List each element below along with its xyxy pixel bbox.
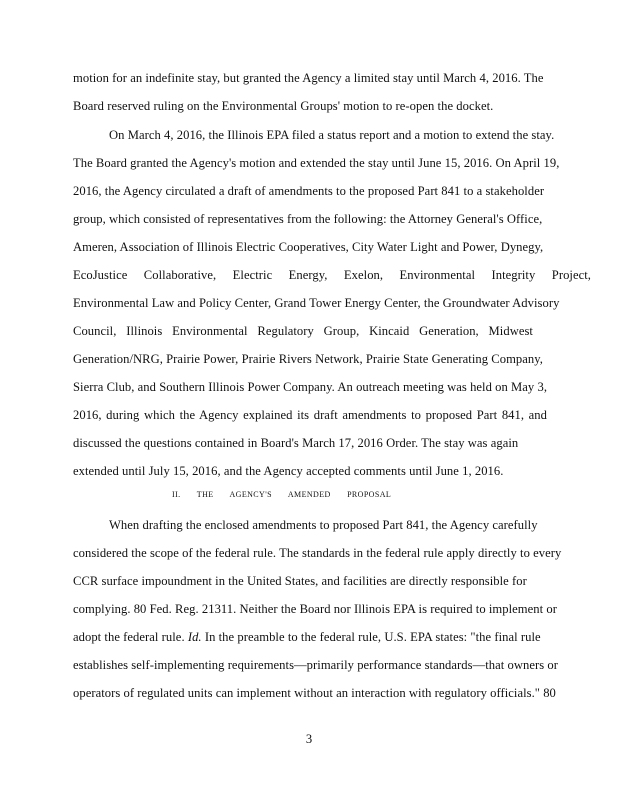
text-line: complying. 80 Fed. Reg. 21311. Neither the Board nor Illinois EPA is required to implement or <box>73 602 557 616</box>
text-line: The Board granted the Agency's motion and extended the stay until June 15, 2016. On April 19, <box>73 156 560 170</box>
text-line: Sierra Club, and Southern Illinois Power Company. An outreach meeting was held on May 3, <box>73 380 548 394</box>
text-line: 2016, during which the Agency explained its draft amendments to proposed Part 841, and <box>73 408 547 422</box>
text-line: extended until July 15, 2016, and the Agency accepted comments until June 1, 2016. <box>73 464 504 478</box>
citation-id: Id. <box>187 630 202 644</box>
text-line: discussed the questions contained in Board's March 17, 2016 Order. The stay was again <box>73 436 519 450</box>
text-line: EcoJustice Collaborative, Electric Energy, Exelon, Environmental Integrity Project, <box>73 268 591 282</box>
page-number: 3 <box>305 732 313 746</box>
text-line: CCR surface impoundment in the United States, and facilities are directly responsible for <box>73 574 527 588</box>
text-line: considered the scope of the federal rule. The standards in the federal rule apply directly to every <box>73 546 562 560</box>
text-line: Environmental Law and Policy Center, Grand Tower Energy Center, the Groundwater Advisory <box>73 296 560 310</box>
text-line: Ameren, Association of Illinois Electric Cooperatives, City Water Light and Power, Dynegy, <box>73 240 544 254</box>
section-heading: II. THE AGENCY'S AMENDED PROPOSAL <box>172 490 392 499</box>
text-line: group, which consisted of representatives from the following: the Attorney General's Office, <box>73 212 543 226</box>
text-segment: adopt the federal rule. <box>73 630 185 644</box>
text-segment: In the preamble to the federal rule, U.S. EPA states: "the final rule <box>204 630 541 644</box>
text-line: 2016, the Agency circulated a draft of amendments to the proposed Part 841 to a stakeholder <box>73 184 545 198</box>
text-line: motion for an indefinite stay, but granted the Agency a limited stay until March 4, 2016. The <box>73 71 544 85</box>
text-line: establishes self-implementing requirements—primarily performance standards—that owners or <box>73 658 558 672</box>
text-line: When drafting the enclosed amendments to proposed Part 841, the Agency carefully <box>109 518 538 532</box>
text-line <box>73 629 541 645</box>
text-line: Generation/NRG, Prairie Power, Prairie Rivers Network, Prairie State Generating Company, <box>73 352 543 366</box>
text-line: On March 4, 2016, the Illinois EPA filed a status report and a motion to extend the stay. <box>109 128 555 142</box>
text-line: Council, Illinois Environmental Regulatory Group, Kincaid Generation, Midwest <box>73 324 533 338</box>
text-line: Board reserved ruling on the Environmental Groups' motion to re-open the docket. <box>73 99 494 113</box>
text-line: operators of regulated units can implement without an interaction with regulatory officials." 80 <box>73 686 556 700</box>
